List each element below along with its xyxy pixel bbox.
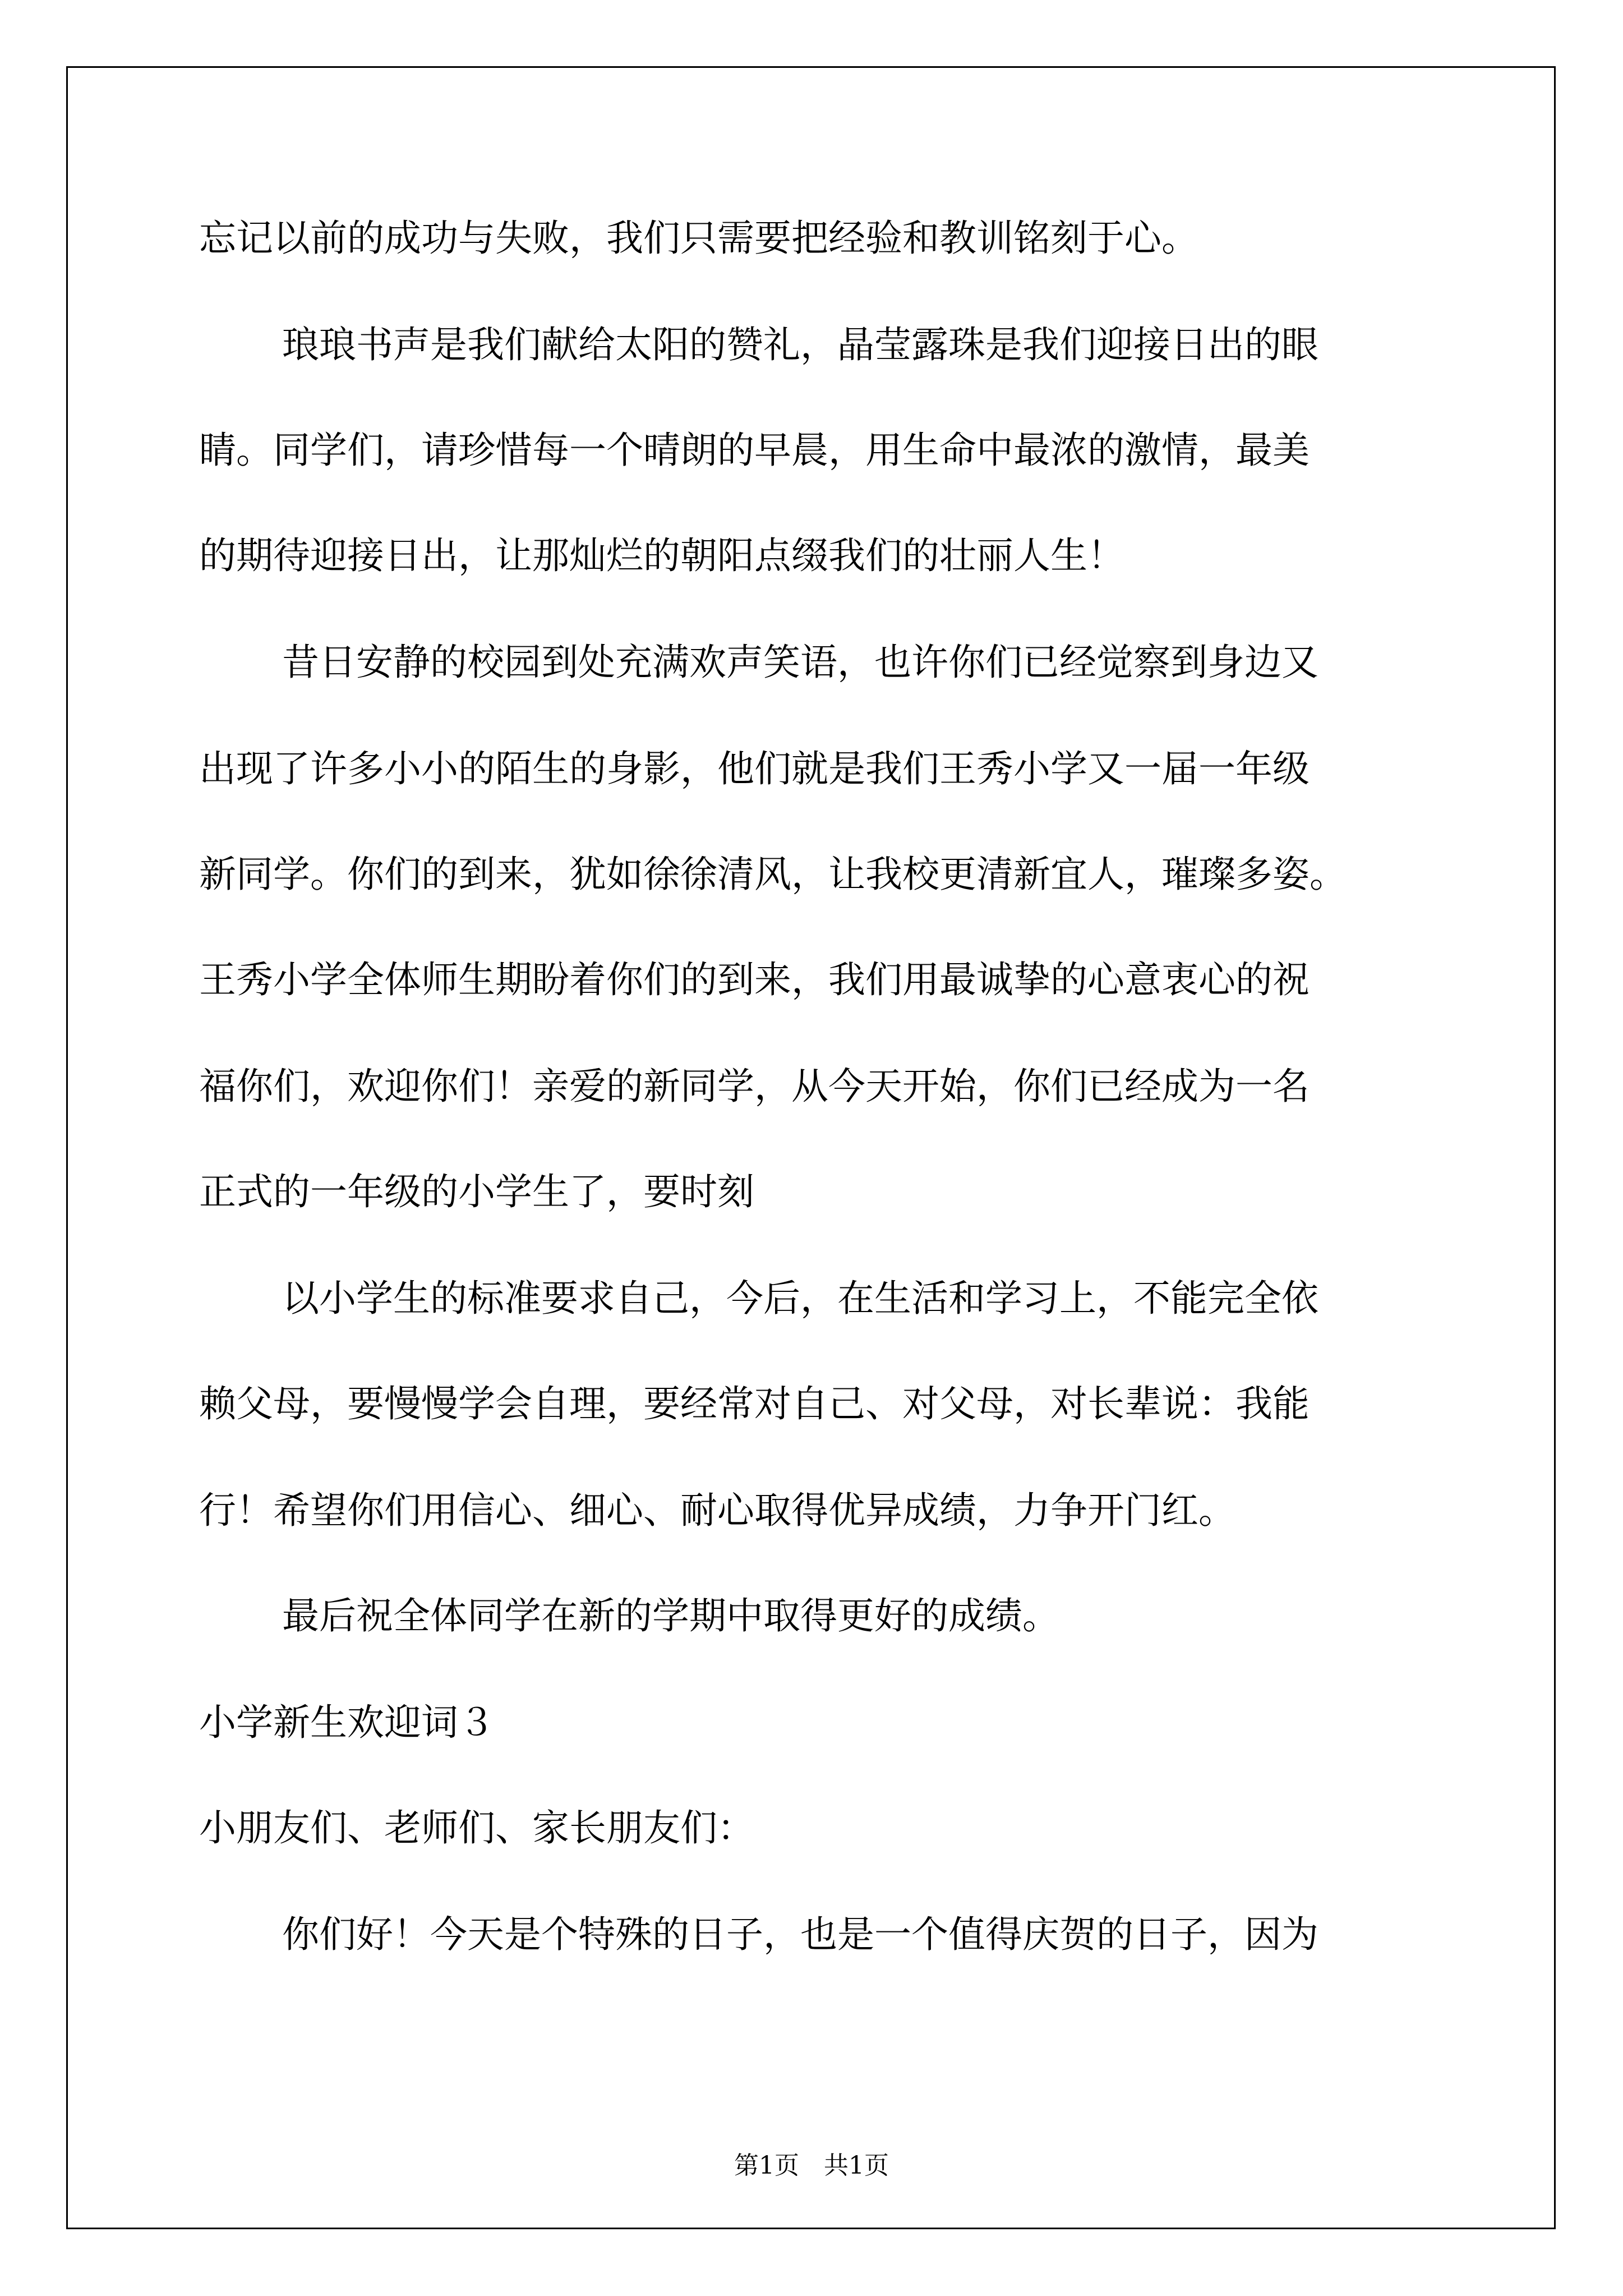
text-line-8: 王秀小学全体师生期盼着你们的到来，我们用最诚挚的心意衷心的祝 bbox=[199, 958, 1310, 1001]
text-line-14: 最后祝全体同学在新的学期中取得更好的成绩。 bbox=[282, 1594, 1059, 1637]
text-line-13: 行！希望你们用信心、细心、耐心取得优异成绩，力争开门红。 bbox=[199, 1489, 1235, 1532]
text-line-9: 福你们，欢迎你们！亲爱的新同学，从今天开始，你们已经成为一名 bbox=[199, 1065, 1310, 1108]
text-line-11: 以小学生的标准要求自己，今后，在生活和学习上，不能完全依 bbox=[282, 1277, 1318, 1320]
text-line-12: 赖父母，要慢慢学会自理，要经常对自己、对父母，对长辈说：我能 bbox=[199, 1382, 1310, 1425]
text-line-2: 琅琅书声是我们献给太阳的赞礼，晶莹露珠是我们迎接日出的眼 bbox=[282, 323, 1318, 366]
text-line-3: 睛。同学们，请珍惜每一个晴朗的早晨，用生命中最浓的激情，最美 bbox=[199, 429, 1310, 472]
page-border bbox=[66, 66, 1556, 2229]
salutation: 小朋友们、老师们、家长朋友们： bbox=[199, 1806, 754, 1849]
text-line-1: 忘记以前的成功与失败，我们只需要把经验和教训铭刻于心。 bbox=[199, 217, 1198, 260]
text-line-4: 的期待迎接日出，让那灿烂的朝阳点缀我们的壮丽人生！ bbox=[199, 534, 1124, 577]
text-line-6: 出现了许多小小的陌生的身影，他们就是我们王秀小学又一届一年级 bbox=[199, 747, 1310, 790]
text-line-17: 你们好！今天是个特殊的日子，也是一个值得庆贺的日子，因为 bbox=[282, 1913, 1318, 1956]
section-heading: 小学新生欢迎词３ bbox=[199, 1701, 495, 1744]
text-line-7: 新同学。你们的到来，犹如徐徐清风，让我校更清新宜人，璀璨多姿。 bbox=[199, 853, 1347, 896]
text-line-10: 正式的一年级的小学生了，要时刻 bbox=[199, 1170, 754, 1213]
page-footer: 第1页 共1页 bbox=[734, 2151, 889, 2180]
text-line-5: 昔日安静的校园到处充满欢声笑语，也许你们已经觉察到身边又 bbox=[282, 641, 1318, 684]
